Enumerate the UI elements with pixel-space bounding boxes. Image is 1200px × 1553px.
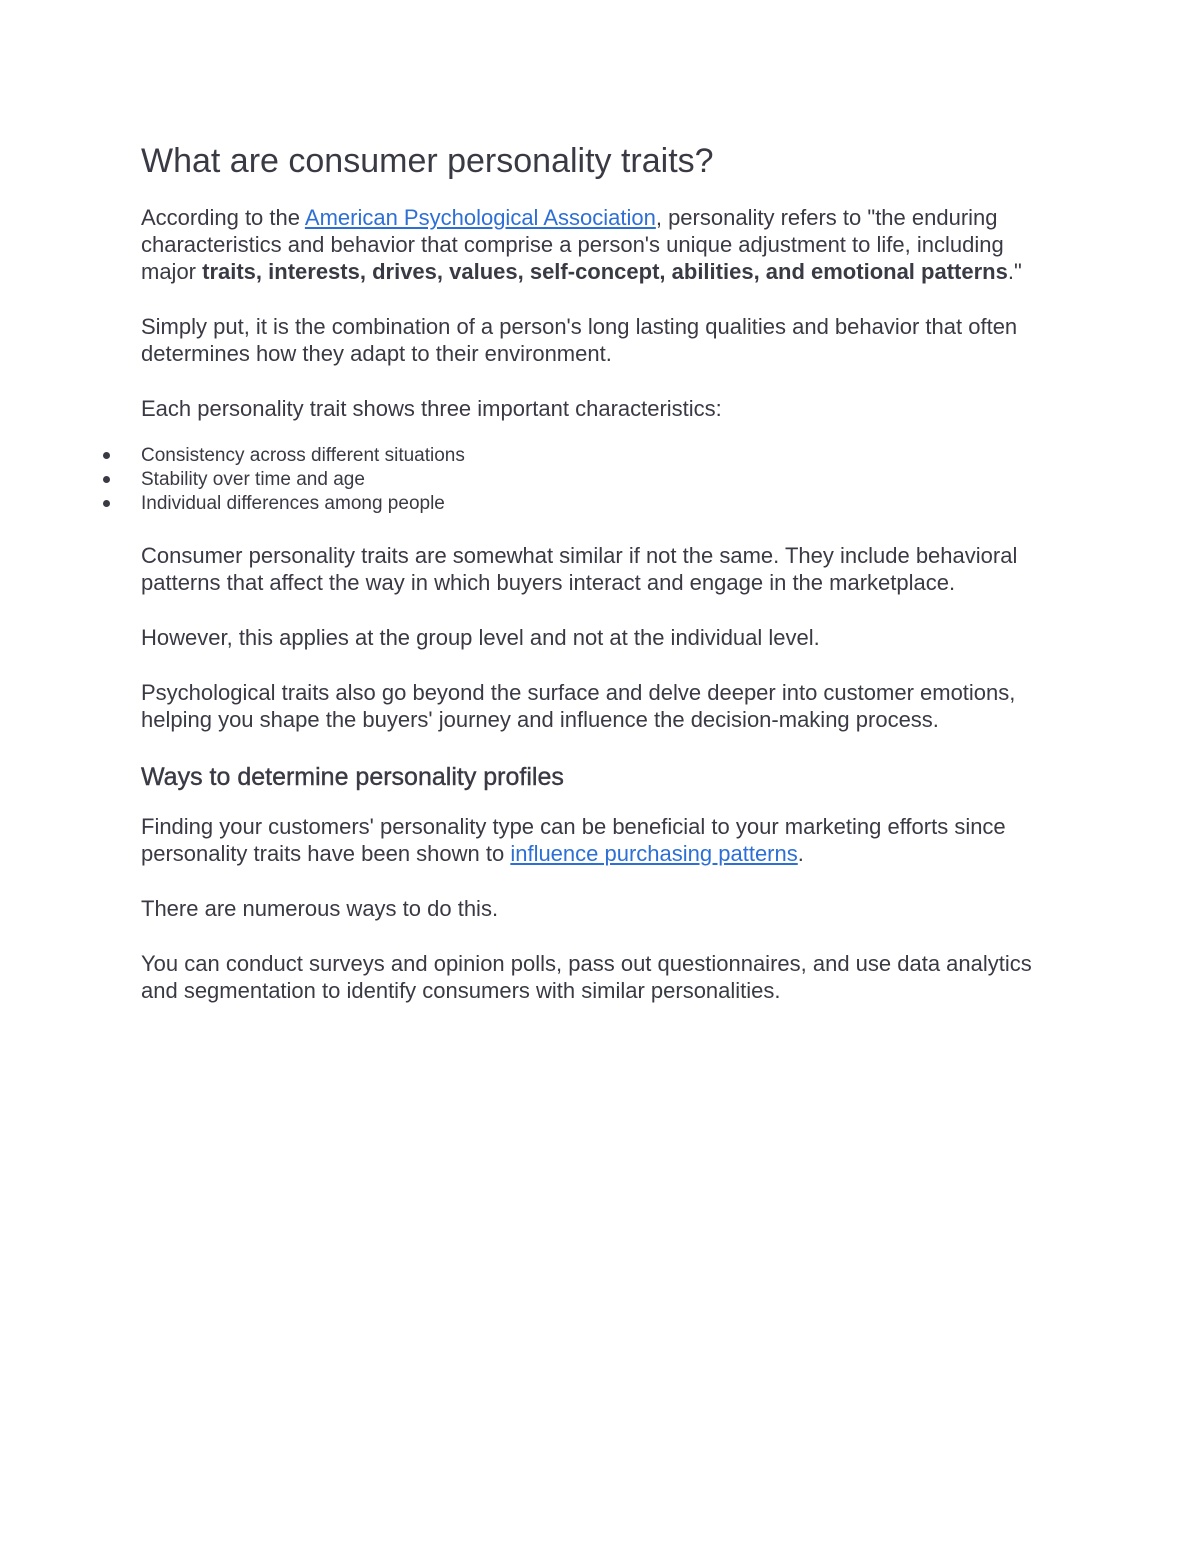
bullet-icon [103,476,110,483]
intro-text-1: According to the [141,205,305,230]
bullet-icon [103,452,110,459]
finding-paragraph [141,813,1041,867]
list-item-text: Consistency across different situations [141,445,465,466]
section-heading: Ways to determine personality profiles [141,763,564,791]
consumer-traits-paragraph: Consumer personality traits are somewhat similar if not the same. They include behavioral patterns that affect the way in which buyers interact and engage in the marketplace. [141,543,1018,595]
finding-text-2: . [797,841,804,866]
list-item-text: Stability over time and age [141,469,365,490]
intro-paragraph [141,204,1041,285]
list-item-text: Individual differences among people [141,493,445,514]
document-body [141,138,1041,1032]
purchasing-patterns-link[interactable]: influence purchasing patterns [510,841,798,866]
simply-put-paragraph: Simply put, it is the combination of a person's long lasting qualities and behavior that often determines how they adapt to their environment. [141,314,1018,366]
list-item [141,468,1041,492]
intro-text-3: ." [1007,259,1022,284]
apa-link[interactable]: American Psychological Association [304,205,656,230]
however-paragraph: However, this applies at the group level and not at the individual level. [141,625,820,650]
list-item [141,444,1041,468]
page-title: What are consumer personality traits? [141,142,714,180]
intro-bold-text: traits, interests, drives, values, self-concept, abilities, and emotional patterns [202,259,1008,284]
characteristics-list [141,444,1041,516]
intro-text-2: , personality refers to "the enduring characteristics and behavior that comprise a person's unique adjustment to life, including major [141,205,1004,284]
conduct-surveys-paragraph: You can conduct surveys and opinion polls, pass out questionnaires, and use data analytics and segmentation to identify consumers with similar personalities. [141,951,1032,1003]
each-trait-paragraph: Each personality trait shows three important characteristics: [141,396,722,421]
list-item [141,492,1041,516]
bullet-icon [103,500,110,507]
numerous-ways-paragraph: There are numerous ways to do this. [141,896,499,921]
psychological-traits-paragraph: Psychological traits also go beyond the surface and delve deeper into customer emotions, helping you shape the buyers' journey and influence the decision-making process. [141,680,1016,732]
finding-text-1: Finding your customers' personality type can be beneficial to your marketing efforts since personality traits have been shown to [141,814,1006,866]
